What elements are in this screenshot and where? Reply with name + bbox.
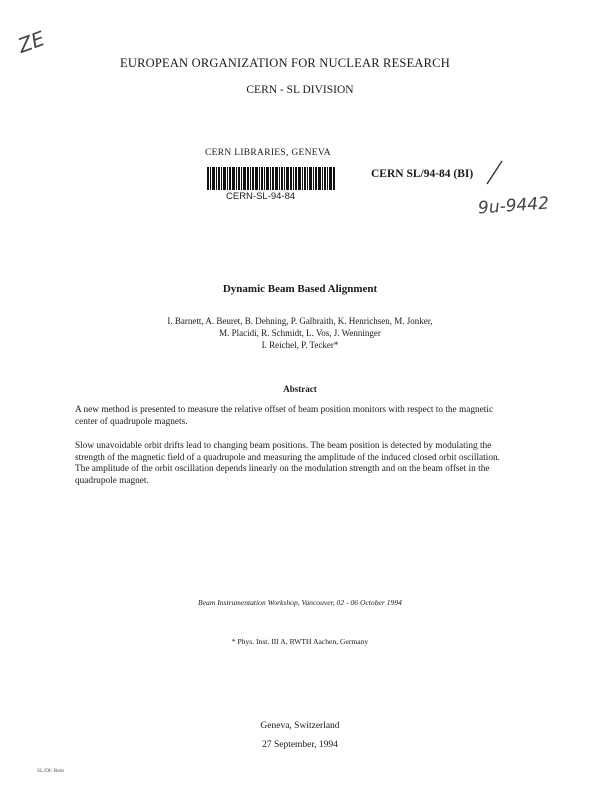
barcode bbox=[207, 167, 335, 190]
affiliation-footnote: * Phys. Inst. III A, RWTH Aachen, Germany bbox=[231, 637, 369, 646]
handwritten-slash-mark bbox=[484, 160, 504, 186]
date: 27 September, 1994 bbox=[262, 740, 338, 750]
author-line: I. Reichel, P. Tecker* bbox=[261, 340, 339, 350]
place: Geneva, Switzerland bbox=[260, 721, 340, 731]
division-name: CERN - SL DIVISION bbox=[246, 84, 354, 96]
footer-code: SL/DI/ Rem bbox=[37, 768, 65, 774]
barcode-label: CERN-SL-94-84 bbox=[226, 191, 296, 202]
report-number: CERN SL/94-84 (BI) bbox=[371, 168, 474, 180]
paper-title: Dynamic Beam Based Alignment bbox=[222, 283, 378, 295]
organization-name: EUROPEAN ORGANIZATION FOR NUCLEAR RESEARCH bbox=[120, 56, 450, 70]
library-stamp: CERN LIBRARIES, GENEVA bbox=[205, 148, 331, 158]
author-list bbox=[0, 315, 600, 351]
author-line: I. Barnett, A. Beuret, B. Dehning, P. Galbraith, K. Henrichsen, M. Jonker, bbox=[167, 316, 433, 326]
workshop-note: Beam Instrumentation Workshop, Vancouver, 02 - 06 October 1994 bbox=[198, 598, 402, 607]
abstract-paragraph: A new method is presented to measure the relative offset of beam position monitors with respect to the magnetic center of quadrupole magnets. bbox=[75, 405, 494, 427]
handwritten-note: 9u-9442 bbox=[477, 193, 550, 219]
handwritten-initials: ZE bbox=[14, 26, 48, 58]
abstract-paragraph: Slow unavoidable orbit drifts lead to changing beam positions. The beam position is detected by modulating the strength of the magnetic field of a quadrupole and measuring the amplitude of the induced closed orbit oscillation. The amplitude of the orbit oscillation depends linearly on the modulation strength and on the beam offset in the quadrupole magnet. bbox=[75, 441, 500, 486]
abstract-heading: Abstract bbox=[283, 384, 317, 394]
author-line: M. Placidi, R. Schmidt, L. Vos, J. Wenninger bbox=[219, 328, 381, 338]
